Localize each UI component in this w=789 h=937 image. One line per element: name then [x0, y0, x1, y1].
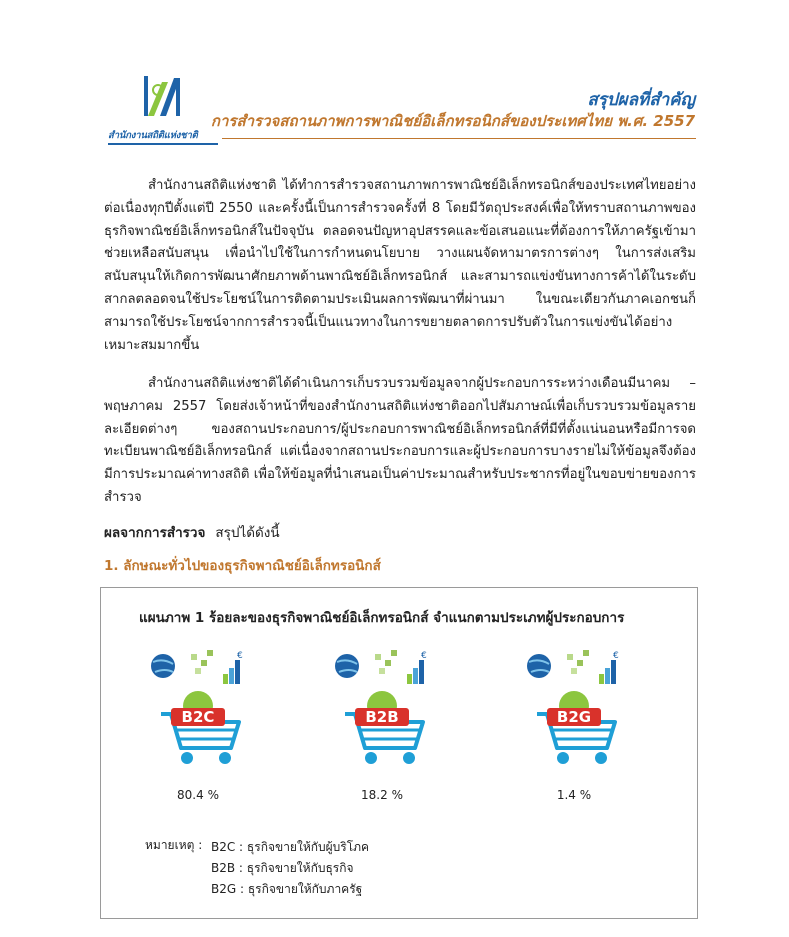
globe-icon [151, 654, 175, 678]
note-label: หมายเหตุ : [145, 838, 203, 852]
note-b2g: B2G : ธุรกิจขายให้กับภาครัฐ [211, 882, 363, 896]
category-label-b2b: B2B [365, 708, 399, 726]
growth-bars-icon [599, 651, 619, 684]
note-b2b: B2B : ธุรกิจขายให้กับธุรกิจ [211, 861, 354, 875]
paragraph-intro: สำนักงานสถิติแห่งชาติ ได้ทำการสำรวจสถานภาพการพาณิชย์อิเล็กทรอนิกส์ของประเทศไทยอย่างต่อเนื่องทุกปีตั้งแต่ปี 2550 และครั้งนี้เป็นการสำรวจครั้งที่ 8 โดยมีวัตถุประสงค์เพื่อให้ทราบสถานภาพของธุรกิจพาณิชย์อิเล็กทรอนิกส์ในปัจจุบัน ตลอดจนปัญหาอุปสรรคและข้อเสนอแนะที่ต้องการให้ภาครัฐเข้ามาช่วยเหลือสนับสนุน เพื่อนำไปใช้ในการกำหนดนโยบาย วางแผนจัดหามาตรการต่างๆ ในการส่งเสริมสนับสนุนให้เกิดการพัฒนาศักยภาพด้านพาณิชย์อิเล็กทรอนิกส์ และสามารถแข่งขันทางการค้าได้ในระดับสากลตลอดจนใช้ประโยชน์ในการติดตามประเมินผลการพัฒนาที่ผ่านมา ในขณะเดียวกันภาคเอกชนก็สามารถใช้ประโยชน์จากการสำรวจนี้เป็นแนวทางในการขยายตลาดการปรับตัวในการแข่งขันได้อย่างเหมาะสมมากขึ้น [104, 178, 696, 353]
svg-text:€: € [237, 651, 243, 661]
paragraph-method: สำนักงานสถิติแห่งชาติได้ดำเนินการเก็บรวบรวมข้อมูลจากผู้ประกอบการระหว่างเดือนมีนาคม – พฤษภาคม 2557 โดยส่งเจ้าหน้าที่ของสำนักงานสถิติแห่งชาติออกไปสัมภาษณ์เพื่อเก็บรวบรวมข้อมูลรายละเอียดต่างๆ ของสถานประกอบการ/ผู้ประกอบการพาณิชย์อิเล็กทรอนิกส์ที่มีที่ตั้งแน่นอนหรือมีการจดทะเบียนพาณิชย์อิเล็กทรอนิกส์ แต่เนื่องจากสถานประกอบการและผู้ประกอบการบางรายไม่ให้ข้อมูลจึงต้องมีการประมาณค่าทางสถิติ เพื่อให้ข้อมูลที่นำเสนอเป็นค่าประมาณสำหรับประชากรที่อยู่ในขอบข่ายของการสำรวจ [104, 376, 696, 505]
category-label-b2c: B2C [181, 708, 215, 726]
svg-text:€: € [613, 651, 619, 661]
value-label-b2g: 1.4 % [556, 788, 592, 802]
figure-box [100, 587, 698, 919]
growth-bars-icon [407, 651, 427, 684]
results-heading [104, 521, 280, 543]
logo-rule [108, 143, 218, 145]
results-text: สรุปได้ดังนี้ [215, 525, 280, 541]
results-label: ผลจากการสำรวจ [104, 525, 206, 541]
value-label-b2c: 80.4 % [177, 788, 219, 802]
page-title: สรุปผลที่สำคัญ [587, 90, 695, 110]
logo-text: สำนักงานสถิติแห่งชาติ [108, 130, 198, 141]
value-label-b2b: 18.2 % [361, 788, 403, 802]
figure-title: แผนภาพ 1 ร้อยละของธุรกิจพาณิชย์อิเล็กทรอนิกส์ จำแนกตามประเภทผู้ประกอบการ [139, 610, 625, 626]
svg-text:€: € [421, 651, 427, 661]
nso-logo-icon [138, 70, 188, 126]
note-b2c: B2C : ธุรกิจขายให้กับผู้บริโภค [211, 840, 370, 854]
cart-graphic-b2b [327, 648, 437, 768]
nso-logo [108, 70, 223, 145]
cubes-icon [375, 650, 397, 674]
growth-bars-icon [223, 651, 243, 684]
category-label-b2g: B2G [556, 708, 592, 726]
page-subtitle: การสำรวจสถานภาพการพาณิชย์อิเล็กทรอนิกส์ของประเทศไทย พ.ศ. 2557 [210, 112, 695, 130]
cart-graphic-b2g [519, 648, 629, 768]
globe-icon [335, 654, 359, 678]
header-divider [222, 138, 696, 139]
cart-graphic-b2c [143, 648, 253, 768]
cubes-icon [191, 650, 213, 674]
globe-icon [527, 654, 551, 678]
cubes-icon [567, 650, 589, 674]
section-heading-1: 1. ลักษณะทั่วไปของธุรกิจพาณิชย์อิเล็กทรอนิกส์ [104, 558, 381, 574]
